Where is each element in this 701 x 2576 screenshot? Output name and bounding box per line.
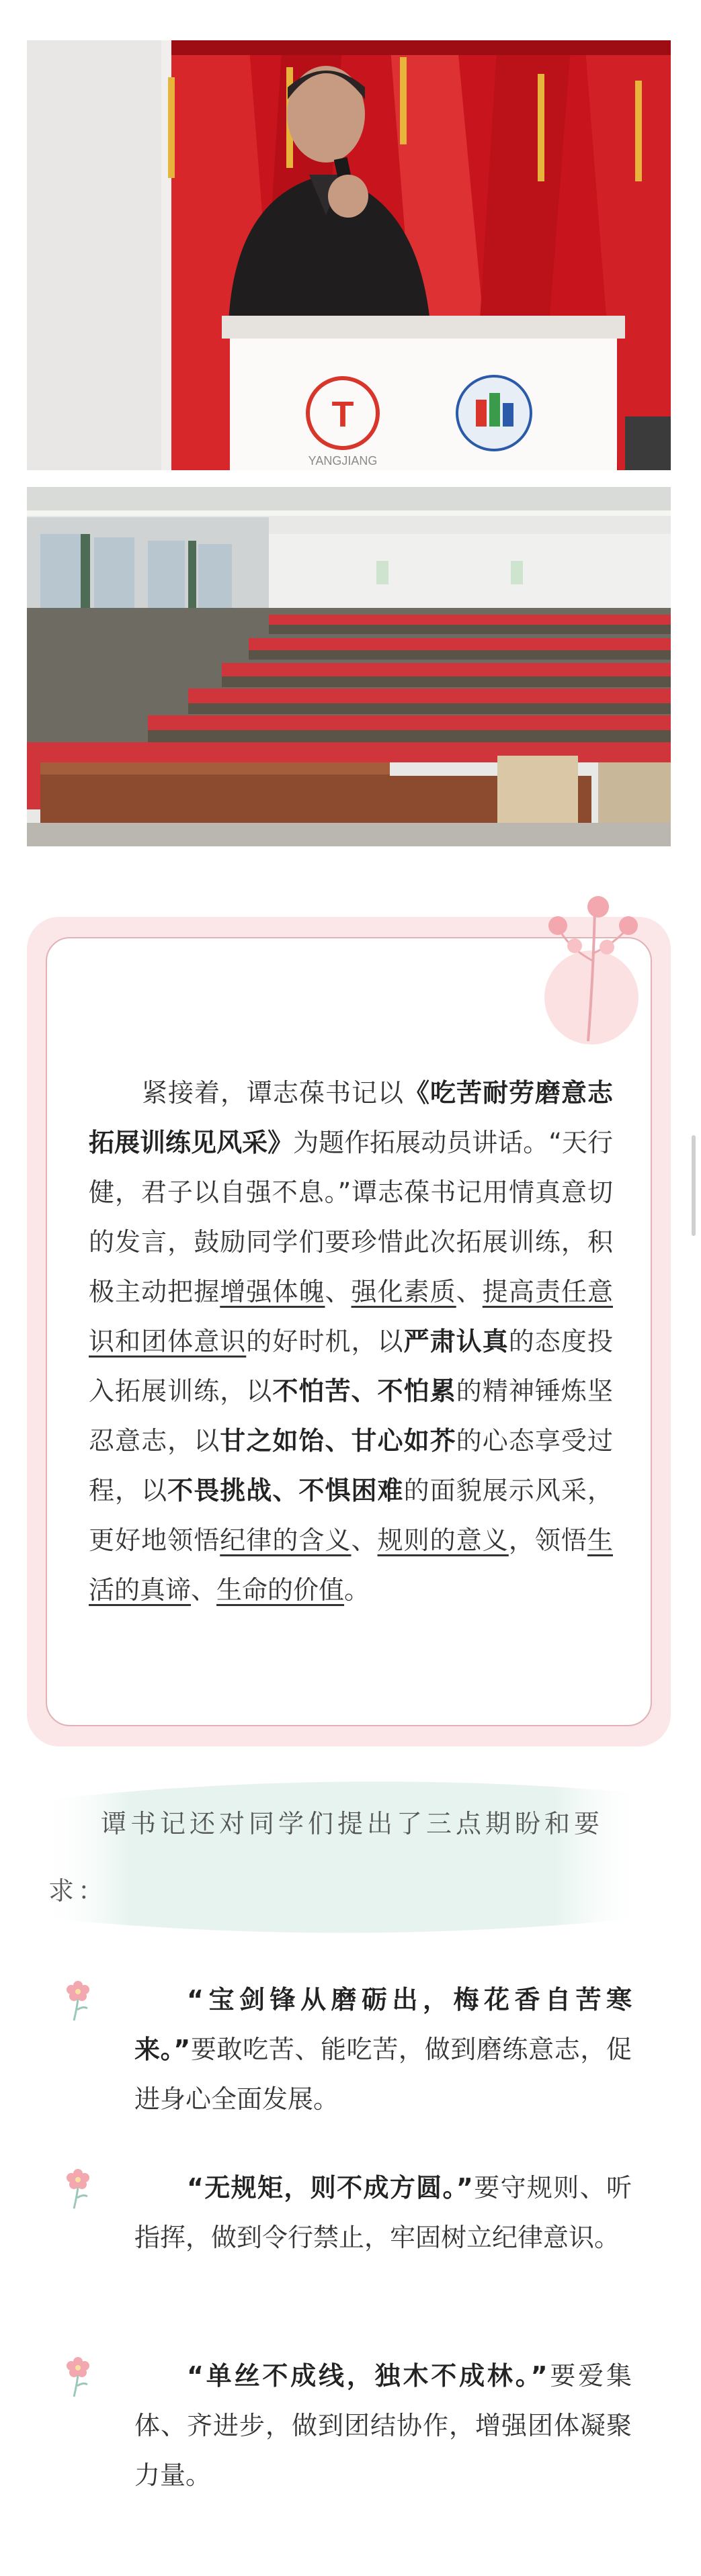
scrollbar[interactable] (692, 1135, 696, 1236)
svg-text:T: T (331, 394, 354, 435)
flower-icon (528, 880, 649, 1055)
podium-logo-text: YANGJIANG (308, 454, 378, 468)
requirement-text: “单丝不成线，独木不成林。”要爱集体、齐进步，做到团结协作，增强团体凝聚力量。 (134, 2361, 632, 2490)
speaker-photo (27, 40, 671, 470)
flower-bullet-icon (60, 2351, 95, 2401)
flower-bullet-icon (60, 1975, 95, 2025)
intro-text: 谭书记还对同学们提出了三点期盼和要求： (48, 1809, 604, 1906)
flower-bullet-icon (60, 2163, 95, 2213)
requirement-text: “无规矩，则不成方圆。”要守规则、听指挥，做到令行禁止，牢固树立纪律意识。 (134, 2173, 632, 2252)
auditorium-photo (27, 487, 671, 846)
requirement-text: “宝剑锋从磨砺出，梅花香自苦寒来。”要敢吃苦、能吃苦，做到磨练意志，促进身心全面发展。 (134, 1985, 632, 2114)
card-paragraph: 紧接着，谭志葆书记以《吃苦耐劳磨意志 拓展训练见风采》为题作拓展动员讲话。“天行健，君子以自强不息。”谭志葆书记用情真意切的发言，鼓励同学们要珍惜此次拓展训练，积极主动把握增强体魄、强化素质、提高责任意识和团体意识的好时机，以严肃认真的态度投入拓展训练，以不怕苦、不怕累的精神锤炼坚忍意志，以甘之如饴、甘心如芥的心态享受过程，以不畏挑战、不惧困难的面貌展示风采，更好地领悟纪律的含义、规则的意义，领悟生活的真谛、生命的价值。 (89, 1078, 613, 1605)
